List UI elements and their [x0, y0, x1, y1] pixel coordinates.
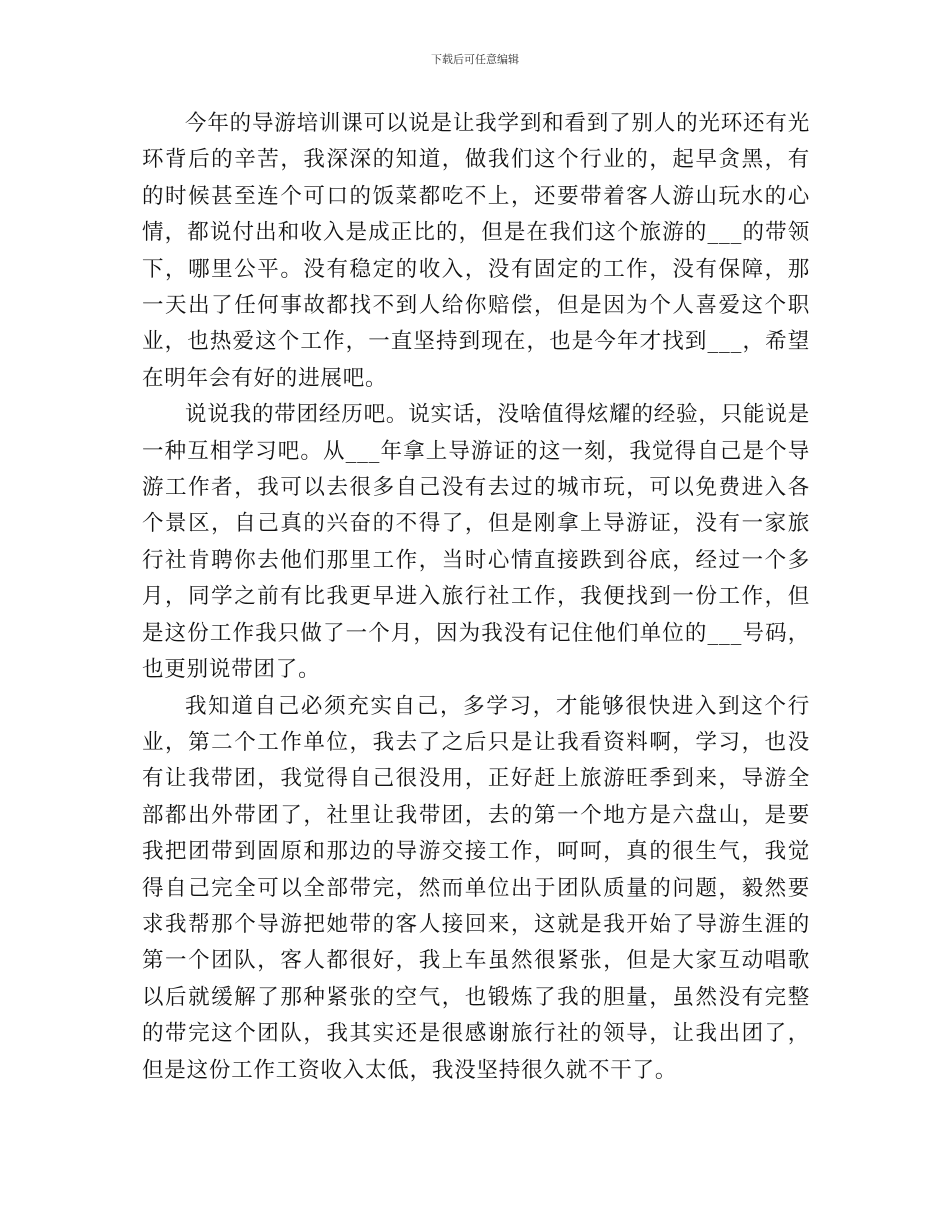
paragraph-1: 今年的导游培训课可以说是让我学到和看到了别人的光环还有光环背后的辛苦，我深深的知道，做我们这个行业的，起早贪黑，有的时候甚至连个可口的饭菜都吃不上，还要带着客人游山玩水的心情，都说付出和收入是成正比的，但是在我们这个旅游的___的带领下，哪里公平。没有稳定的收入，没有固定的工作，没有保障，那一天出了任何事故都找不到人给你赔偿，但是因为个人喜爱这个职业，也热爱这个工作，一直坚持到现在，也是今年才找到___，希望在明年会有好的进展吧。	[142, 111, 810, 391]
paragraph-3: 我知道自己必须充实自己，多学习，才能够很快进入到这个行业，第二个工作单位，我去了之后只是让我看资料啊，学习，也没有让我带团，我觉得自己很没用，正好赶上旅游旺季到来，导游全部都出外带团了，社里让我带团，去的第一个地方是六盘山，是要我把团带到固原和那边的导游交接工作，呵呵，真的很生气，我觉得自己完全可以全部带完，然而单位出于团队质量的问题，毅然要求我帮那个导游把她带的客人接回来，这就是我开始了导游生涯的第一个团队，客人都很好，我上车虽然很紧张，但是大家互动唱歌以后就缓解了那种紧张的空气，也锻炼了我的胆量，虽然没有完整的带完这个团队，我其实还是很感谢旅行社的领导，让我出团了，但是这份工作工资收入太低，我没坚持很久就不干了。	[142, 693, 810, 1083]
page-header: 下载后可任意编辑	[431, 53, 519, 66]
document-body	[142, 106, 810, 1089]
paragraph-2: 说说我的带团经历吧。说实话，没啥值得炫耀的经验，只能说是一种互相学习吧。从___年拿上导游证的这一刻，我觉得自己是个导游工作者，我可以去很多自己没有去过的城市玩，可以免费进入各个景区，自己真的兴奋的不得了，但是刚拿上导游证，没有一家旅行社肯聘你去他们那里工作，当时心情直接跌到谷底，经过一个多月，同学之前有比我更早进入旅行社工作，我便找到一份工作，但是这份工作我只做了一个月，因为我没有记住他们单位的___号码，也更别说带团了。	[142, 402, 810, 683]
